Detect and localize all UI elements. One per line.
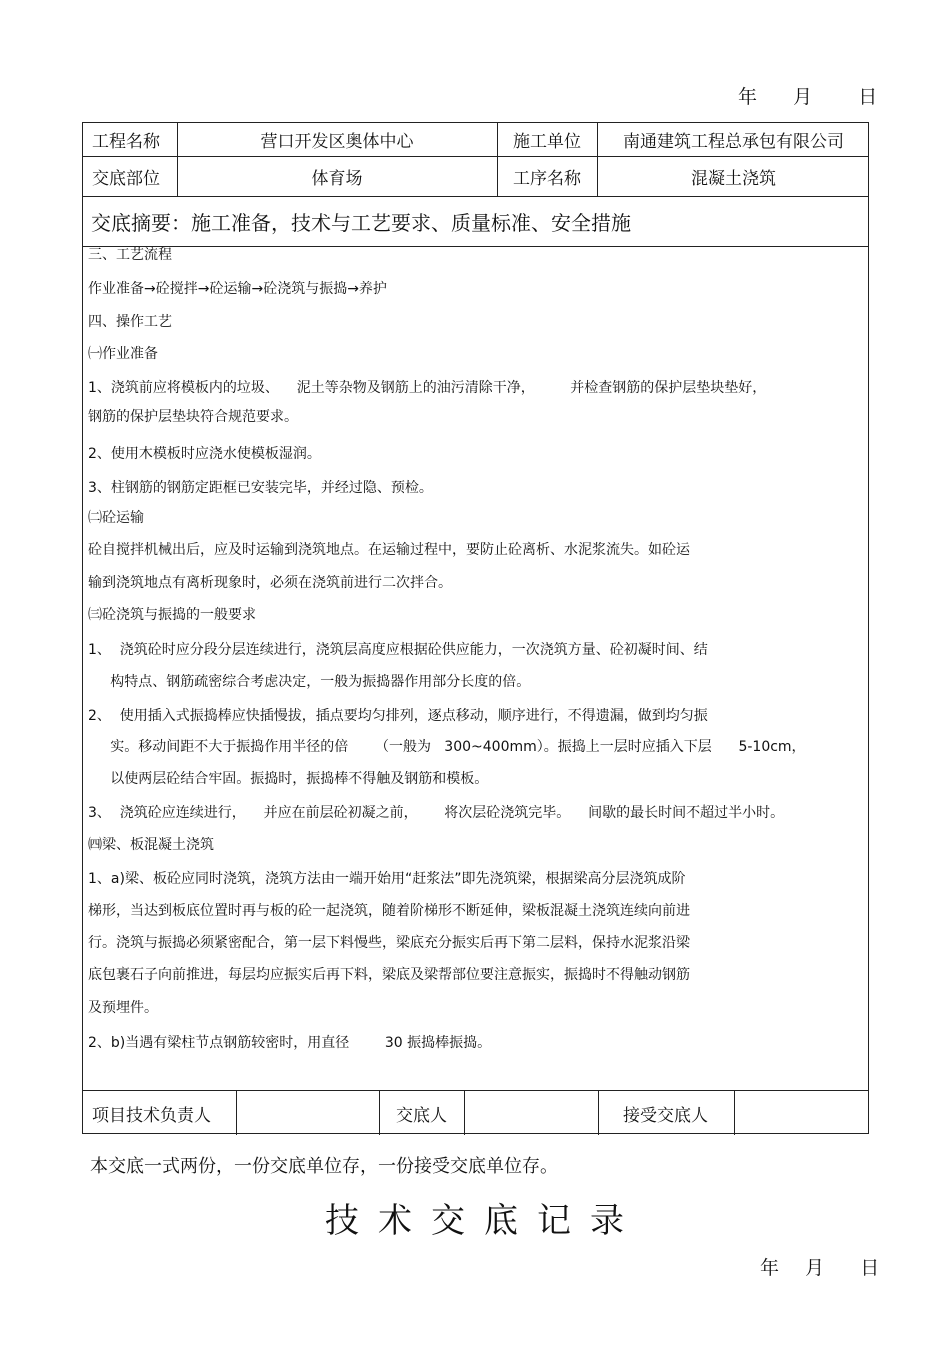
content-line: 底包裹石子向前推进，每层均应振实后再下料，梁底及梁帮部位要注意振实，振捣时不得触动钢筋 — [88, 967, 690, 983]
content-line: 3、柱钢筋的钢筋定距框已安装完毕，并经过隐、预检。 — [88, 480, 433, 496]
month-label: 月 — [805, 1257, 825, 1279]
signature-row — [83, 1090, 868, 1135]
content-line: 作业准备→砼搅拌→砼运输→砼浇筑与振捣→养护 — [88, 281, 387, 297]
content-line: 及预埋件。 — [88, 1000, 158, 1016]
day-label: 日 — [858, 86, 878, 108]
content-line: 2、b)当遇有梁柱节点钢筋较密时，用直径 30 振捣棒振捣。 — [88, 1035, 492, 1051]
discloser-label: 交底人 — [396, 1105, 447, 1126]
content-line: 砼自搅拌机械出后，应及时运输到浇筑地点。在运输过程中，要防止砼离析、水泥浆流失。如砼运 — [88, 542, 690, 558]
project-row — [83, 123, 868, 157]
part-value: 体育场 — [311, 169, 363, 189]
year-label: 年 — [738, 86, 758, 108]
content-line: 梯形，当达到板底位置时再与板的砼一起浇筑，随着阶梯形不断延伸，梁板混凝土浇筑连续向前进 — [88, 903, 690, 919]
content-line: ㈢砼浇筑与振捣的一般要求 — [88, 607, 256, 623]
content-line: 实。移动间距不大于振捣作用半径的倍 （一般为 300~400mm）。振捣上一层时应插入下层 5-10cm， — [88, 739, 806, 755]
contractor-value: 南通建筑工程总承包有限公司 — [623, 132, 844, 152]
content-line: 构特点、钢筋疏密综合考虑决定，一般为振捣器作用部分长度的倍。 — [88, 674, 531, 690]
content-line: ㈠作业准备 — [88, 346, 158, 362]
year-label: 年 — [760, 1257, 780, 1279]
tech-lead-label: 项目技术负责人 — [92, 1105, 211, 1126]
content-line: 钢筋的保护层垫块符合规范要求。 — [88, 409, 298, 425]
summary-text: 交底摘要：施工准备，技术与工艺要求、质量标准、安全措施 — [91, 211, 631, 235]
part-label: 交底部位 — [92, 169, 160, 189]
content-line: 1、 浇筑砼时应分段分层连续进行，浇筑层高度应根据砼供应能力，一次浇筑方量、砼初凝时间、结 — [88, 642, 708, 658]
copies-note: 本交底一式两份，一份交底单位存，一份接受交底单位存。 — [90, 1156, 558, 1177]
day-label: 日 — [860, 1257, 880, 1279]
content-line: ㈣梁、板混凝土浇筑 — [88, 837, 214, 853]
content-line: 1、a)梁、板砼应同时浇筑，浇筑方法由一端开始用“赶浆法”即先浇筑梁，根据梁高分层浇筑成阶 — [88, 871, 686, 887]
project-name-label: 工程名称 — [92, 132, 160, 152]
part-row — [83, 157, 868, 197]
month-label: 月 — [793, 86, 813, 108]
process-label: 工序名称 — [513, 169, 581, 189]
summary-row — [83, 197, 868, 247]
content-line: 三、工艺流程 — [88, 247, 172, 263]
project-name-value: 营口开发区奥体中心 — [260, 132, 414, 152]
date-line-bottom — [760, 1253, 879, 1280]
content-line: 四、操作工艺 — [88, 314, 172, 330]
content-line: 2、 使用插入式振捣棒应快插慢拔，插点要均匀排列，逐点移动，顺序进行，不得遗漏，做到均匀振 — [88, 708, 708, 724]
receiver-label: 接受交底人 — [623, 1105, 708, 1126]
content-line: 输到浇筑地点有离析现象时，必须在浇筑前进行二次拌合。 — [88, 575, 452, 591]
document-title: 技术交底记录 — [325, 1201, 643, 1241]
date-line-top — [738, 82, 877, 109]
content-line: ㈡砼运输 — [88, 510, 144, 526]
content-line: 以使两层砼结合牢固。振捣时，振捣棒不得触及钢筋和模板。 — [88, 771, 489, 787]
content-line: 2、使用木模板时应浇水使模板湿润。 — [88, 446, 321, 462]
content-line: 3、 浇筑砼应连续进行， 并应在前层砼初凝之前， 将次层砼浇筑完毕。 间歇的最长时间不超过半小时。 — [88, 805, 785, 821]
content-line: 行。浇筑与振捣必须紧密配合，第一层下料慢些，梁底充分振实后再下第二层料，保持水泥浆沿梁 — [88, 935, 690, 951]
contractor-label: 施工单位 — [513, 132, 581, 152]
process-value: 混凝土浇筑 — [691, 169, 776, 189]
content-line: 1、浇筑前应将模板内的垃圾、 泥土等杂物及钢筋上的油污清除干净， 并检查钢筋的保护层垫块垫好， — [88, 380, 767, 396]
